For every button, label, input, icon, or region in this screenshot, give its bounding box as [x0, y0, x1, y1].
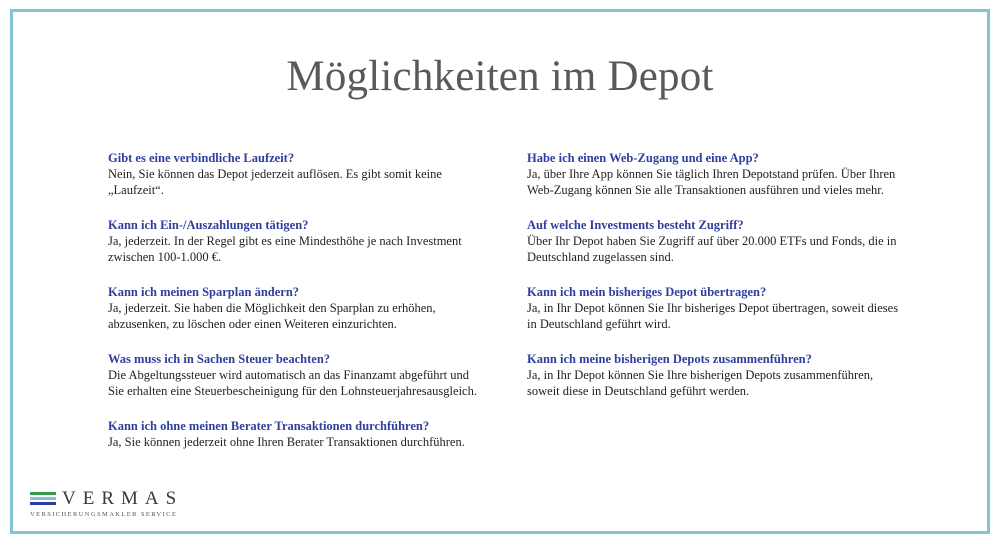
faq-question: Auf welche Investments besteht Zugriff?	[527, 218, 744, 232]
faq-item	[108, 150, 488, 198]
faq-answer: Ja, über Ihre App können Sie täglich Ihren Depotstand prüfen. Über Ihren Web-Zugang können Sie alle Transaktionen ausführen und vieles mehr.	[527, 167, 896, 197]
faq-question: Kann ich ohne meinen Berater Transaktionen durchführen?	[108, 419, 430, 433]
faq-right-column	[527, 150, 907, 418]
faq-item	[108, 284, 488, 332]
logo-wordmark: VERMAS	[62, 488, 184, 509]
faq-item	[527, 284, 907, 332]
faq-question: Kann ich meine bisherigen Depots zusammenführen?	[527, 352, 812, 366]
faq-answer: Ja, in Ihr Depot können Sie Ihr bisheriges Depot übertragen, soweit dieses in Deutschland geführt wird.	[527, 301, 899, 331]
faq-item	[527, 150, 907, 198]
faq-answer: Über Ihr Depot haben Sie Zugriff auf über 20.000 ETFs und Fonds, die in Deutschland zugelassen sind.	[527, 234, 897, 264]
faq-answer: Ja, jederzeit. In der Regel gibt es eine Mindesthöhe je nach Investment zwischen 100-1.000 €.	[108, 234, 462, 264]
faq-question: Kann ich Ein-/Auszahlungen tätigen?	[108, 218, 309, 232]
faq-item	[108, 418, 488, 450]
faq-answer: Ja, jederzeit. Sie haben die Möglichkeit den Sparplan zu erhöhen, abzusenken, zu löschen oder einen Weiteren einzurichten.	[108, 301, 436, 331]
faq-answer: Nein, Sie können das Depot jederzeit auflösen. Es gibt somit keine „Laufzeit“.	[108, 167, 442, 197]
faq-answer: Die Abgeltungssteuer wird automatisch an das Finanzamt abgeführt und Sie erhalten eine Steuerbescheinigung für den Lohnsteuerjahresausgleich.	[108, 368, 477, 398]
faq-left-column	[108, 150, 488, 469]
faq-item	[527, 217, 907, 265]
faq-question: Kann ich mein bisheriges Depot übertragen?	[527, 285, 767, 299]
faq-question: Habe ich einen Web-Zugang und eine App?	[527, 151, 759, 165]
faq-item	[108, 351, 488, 399]
faq-question: Gibt es eine verbindliche Laufzeit?	[108, 151, 295, 165]
logo-tagline: VERSICHERUNGSMAKLER SERVICE	[30, 511, 178, 518]
logo-bars-icon	[30, 492, 56, 507]
company-logo	[30, 490, 190, 522]
faq-question: Was muss ich in Sachen Steuer beachten?	[108, 352, 331, 366]
page-title: Möglichkeiten im Depot	[286, 53, 714, 100]
faq-item	[108, 217, 488, 265]
faq-answer: Ja, in Ihr Depot können Sie Ihre bisherigen Depots zusammenführen, soweit diese in Deutschland geführt werden.	[527, 368, 874, 398]
faq-answer: Ja, Sie können jederzeit ohne Ihren Berater Transaktionen durchführen.	[108, 435, 465, 449]
faq-question: Kann ich meinen Sparplan ändern?	[108, 285, 300, 299]
faq-item	[527, 351, 907, 399]
